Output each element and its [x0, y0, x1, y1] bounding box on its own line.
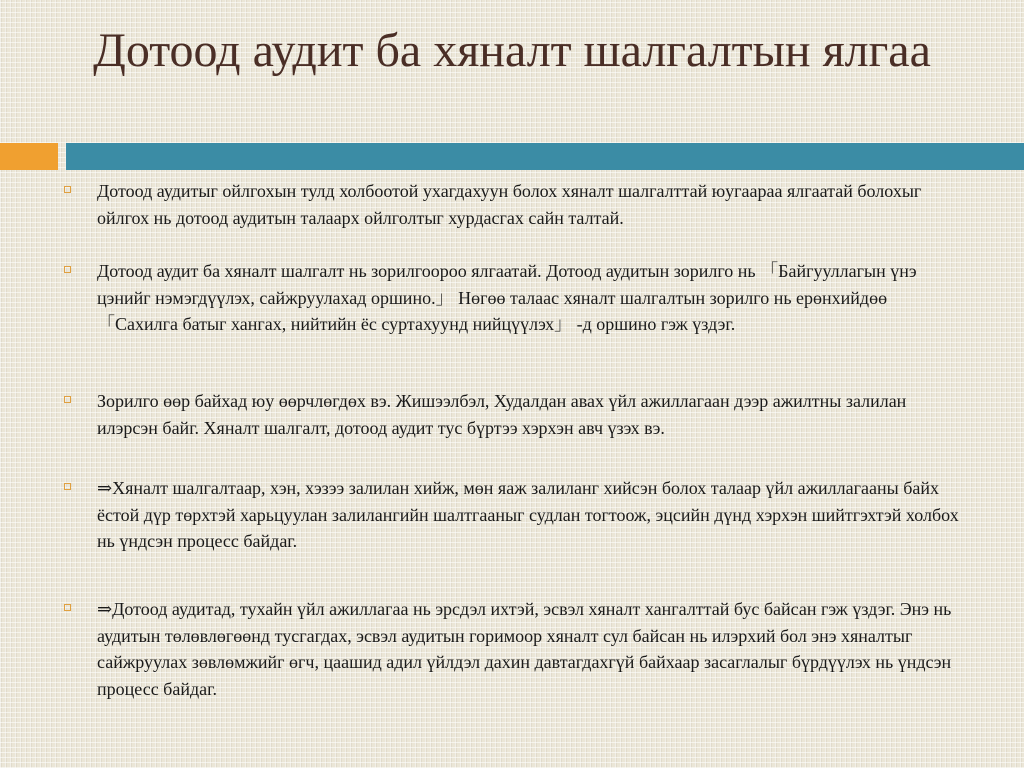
title-divider-blue	[66, 143, 1024, 170]
square-bullet-icon	[64, 396, 71, 403]
square-bullet-icon	[64, 186, 71, 193]
title-divider-orange	[0, 143, 58, 170]
slide-title: Дотоод аудит ба хяналт шалгалтын ялгаа	[93, 24, 931, 77]
square-bullet-icon	[64, 604, 71, 611]
bullet-text: ⇒Дотоод аудитад, тухайн үйл ажиллагаа нь эрсдэл ихтэй, эсвэл хяналт хангалттай бус байсан гэж үздэг. Энэ нь аудитын төлөвлөгөөнд тусгагдах, эсвэл аудитын горимоор хяналт сул байсан нь илэрхий бол энэ хяналтыг сайжруулах зөвлөмжийг өгч, цаашид адил үйлдэл дахин давтагдахгүй байхаар засаглалыг бүрдүүлэх нь үндсэн процесс байдаг.	[97, 599, 952, 699]
square-bullet-icon	[64, 266, 71, 273]
bullet-text: ⇒Хяналт шалгалтаар, хэн, хэзээ залилан хийж, мөн яаж залиланг хийсэн болох талаар үйл ажиллагааны байх ёстой дүр төрхтэй харьцуулан залилангийн шалтгааныг судлан тогтоож, эцсийн дүнд хэрхэн шийтгэхтэй холбох нь үндсэн процесс байдаг.	[97, 478, 959, 551]
square-bullet-icon	[64, 483, 71, 490]
bullet-text: Зорилго өөр байхад юу өөрчлөгдөх вэ. Жишээлбэл, Худалдан авах үйл ажиллагаан дээр ажилтны залилан илэрсэн байг. Хяналт шалгалт, дотоод аудит тус бүртээ хэрхэн авч үзэх вэ.	[97, 391, 907, 438]
bullet-text: Дотоод аудит ба хяналт шалгалт нь зорилгоороо ялгаатай. Дотоод аудитын зорилго нь 「Байгууллагын үнэ цэнийг нэмэгдүүлэх, сайжруулахад оршино.」 Нөгөө талаас хяналт шалгалтын зорилго нь ерөнхийдөө 「Сахилга батыг хангах, нийтийн ёс суртахуунд нийцүүлэх」 -д оршино гэж үздэг.	[97, 261, 917, 334]
bullet-text: Дотоод аудитыг ойлгохын тулд холбоотой ухагдахуун болох хяналт шалгалттай юугаараа ялгаатай болохыг ойлгох нь дотоод аудитын талаарх ойлголтыг хурдасгах сайн талтай.	[97, 181, 922, 228]
